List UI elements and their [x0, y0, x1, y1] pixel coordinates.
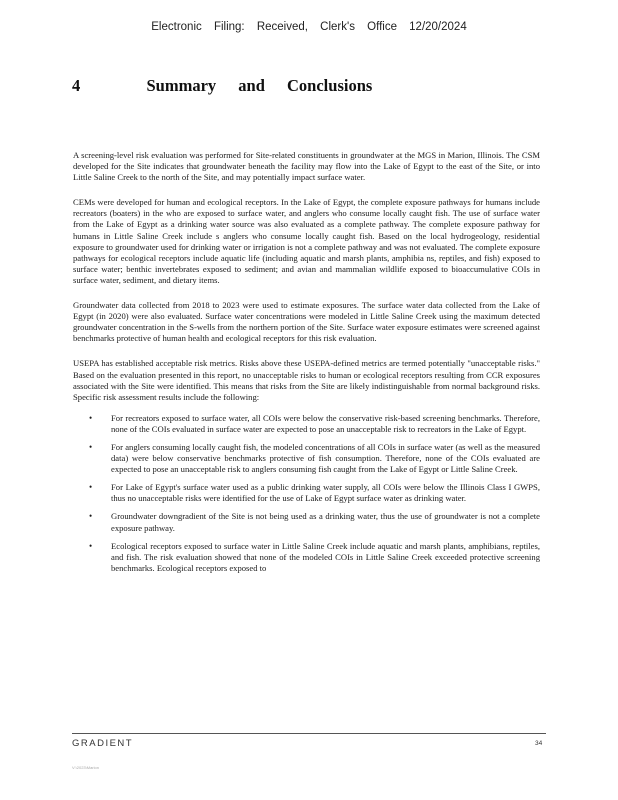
list-item-text: For anglers consuming locally caught fish, the modeled concentrations of all COIs in surface water (as well as the measured data) were below conservative benchmarks protective of fish consumption. Therefore, none of the COIs evaluated are expected to pose an unacceptable risk to anglers consuming fish caught from the Lake of Egypt or Little Saline Creek.	[111, 441, 540, 475]
list-item-text: Groundwater downgradient of the Site is not being used as a drinking water, thus the use of groundwater is not a complete exposure pathway.	[111, 511, 540, 533]
paragraph-data: Groundwater data collected from 2018 to 2023 were used to estimate exposures. The surface water data collected from the Lake of Egypt (in 2020) were also evaluated. Surface water concentrations were modeled in Little Saline Creek using the maximum detected groundwater concentration in the S-wells from the northern portion of the Site. Surface water exposure estimates were screened against benchmarks protective of human health and ecological receptors for this risk evaluation.	[73, 300, 540, 344]
bullet-icon: •	[89, 441, 93, 452]
bullet-icon: •	[89, 540, 93, 551]
section-number: 4	[72, 76, 81, 95]
bullet-icon: •	[89, 511, 93, 522]
section-title: Summary and Conclusions	[146, 76, 373, 95]
results-list	[73, 413, 540, 574]
list-item-text: Ecological receptors exposed to surface water in Little Saline Creek include aquatic and marsh plants, amphibians, reptiles, and fish. The risk evaluation showed that none of the modeled COIs in Little Saline Creek exceeded protective screening benchmarks. Ecological receptors exposed to	[111, 540, 540, 573]
company-logo: GRADIENT	[72, 738, 134, 749]
filing-stamp: Electronic Filing: Received, Clerk's Office 12/20/2024	[151, 21, 467, 33]
section-heading	[72, 76, 372, 96]
list-item	[89, 541, 540, 574]
list-item-text: For recreators exposed to surface water, all COIs were below the conservative risk-based screening benchmarks. Therefore, none of the COIs evaluated in surface water are expected to pose an unacceptable risk to recreators in the Lake of Egypt.	[111, 412, 540, 434]
list-item	[89, 413, 540, 435]
paragraph-intro: A screening-level risk evaluation was performed for Site-related constituents in groundwater at the MGS in Marion, Illinois. The CSM developed for the Site indicates that groundwater beneath the facility may flow into the Lake of Egypt to the east of the Site, or into Little Saline Creek to the north of the Site, and may potentially impact surface water.	[73, 150, 540, 183]
page-number: 34	[535, 740, 543, 747]
list-item	[89, 442, 540, 475]
paragraph-risk-metrics: USEPA has established acceptable risk metrics. Risks above these USEPA-defined metrics are termed potentially "unacceptable risks." Based on the evaluation presented in this report, no unacceptable risks to human or ecological receptors resulting from CCR exposures associated with the Site were identified. This means that risks from the Site are likely indistinguishable from normal background risks. Specific risk assessment results include the following:	[73, 358, 540, 402]
footer-note: V:\2023\Marion	[72, 765, 99, 770]
list-item	[89, 482, 540, 504]
bullet-icon: •	[89, 412, 93, 423]
bullet-icon: •	[89, 482, 93, 493]
paragraph-cem: CEMs were developed for human and ecological receptors. In the Lake of Egypt, the complete exposure pathways for humans include recreators (boaters) in the who are exposed to surface water, and anglers who consume locally caught fish. The use of surface water from the Lake of Egypt as a drinking water source was also evaluated as a complete pathway. The complete exposure pathway for humans in Little Saline Creek include s anglers who consume locally caught fish. Based on the local hydrogeology, residential exposure to groundwater used for drinking water or irrigation is not a complete pathway and was not evaluated. The complete exposure pathways for ecological receptors include aquatic life (including aquatic and marsh plants, amphibia ns, reptiles, and fish) exposed to surface water; benthic invertebrates exposed to sediment; and avian and mammalian wildlife exposed to bioaccumulative COIs in surface water, sediment, and dietary items.	[73, 197, 540, 285]
list-item-text: For Lake of Egypt's surface water used as a public drinking water supply, all COIs were below the Illinois Class I GWPS, thus no unacceptable risks were identified for the use of Lake of Egypt surface water as drinking water.	[111, 482, 540, 504]
footer-divider	[72, 733, 546, 734]
list-item	[89, 511, 540, 533]
body-text	[73, 150, 540, 581]
